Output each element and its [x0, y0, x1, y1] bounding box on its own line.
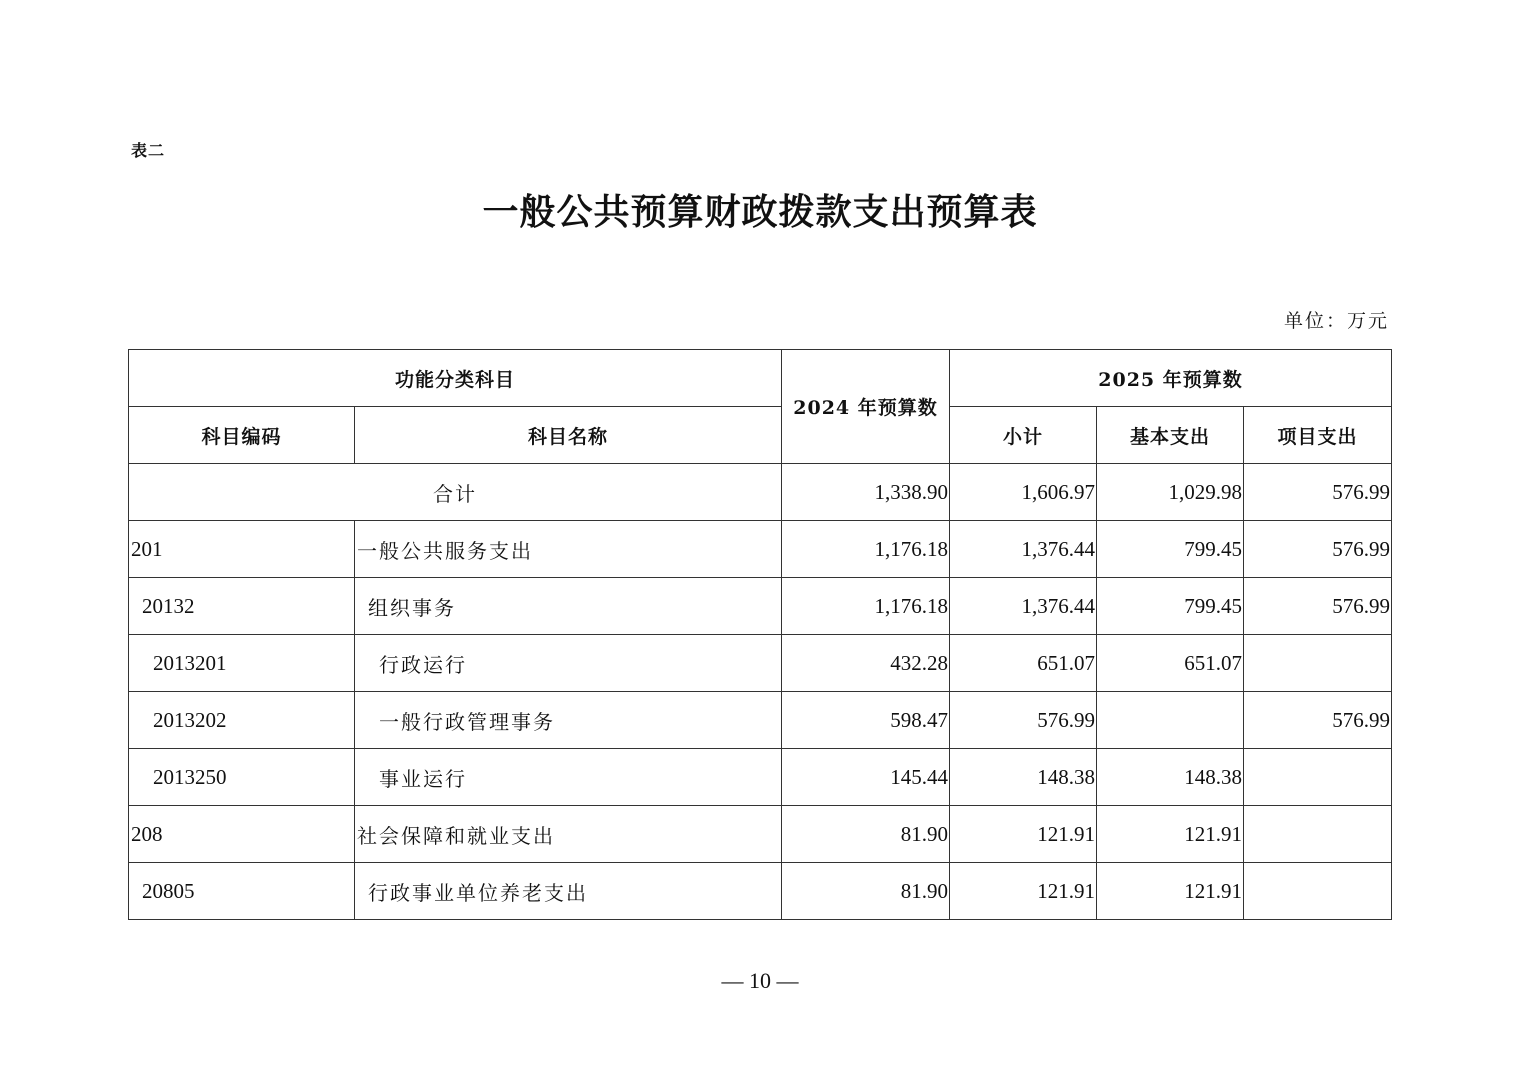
row-basic: 651.07 [1097, 635, 1244, 692]
row-code: 201 [129, 521, 355, 578]
row-name: 社会保障和就业支出 [355, 806, 782, 863]
row-basic: 148.38 [1097, 749, 1244, 806]
table-row [129, 692, 1392, 749]
row-project: 576.99 [1244, 578, 1392, 635]
row-2024: 81.90 [782, 806, 950, 863]
row-code: 2013202 [129, 692, 355, 749]
row-name: 一般公共服务支出 [355, 521, 782, 578]
project-header: 项目支出 [1244, 407, 1392, 464]
total-2024: 1,338.90 [782, 464, 950, 521]
row-code: 208 [129, 806, 355, 863]
function-category-header: 功能分类科目 [129, 350, 782, 407]
row-project [1244, 863, 1392, 920]
header-row-1 [129, 350, 1392, 407]
table-row [129, 635, 1392, 692]
basic-header: 基本支出 [1097, 407, 1244, 464]
total-basic: 1,029.98 [1097, 464, 1244, 521]
row-2024: 1,176.18 [782, 578, 950, 635]
row-2024: 1,176.18 [782, 521, 950, 578]
page-number: — 10 — [721, 968, 799, 993]
code-header: 科目编码 [129, 407, 355, 464]
row-project: 576.99 [1244, 521, 1392, 578]
row-subtotal: 576.99 [950, 692, 1097, 749]
row-basic: 799.45 [1097, 578, 1244, 635]
row-name: 组织事务 [355, 578, 782, 635]
row-project: 576.99 [1244, 692, 1392, 749]
row-code: 2013250 [129, 749, 355, 806]
row-project [1244, 806, 1392, 863]
total-row [129, 464, 1392, 521]
total-label: 合计 [129, 464, 782, 521]
table-row [129, 521, 1392, 578]
table-label: 表二 [131, 141, 166, 160]
table-row [129, 749, 1392, 806]
row-project [1244, 749, 1392, 806]
header-row-2 [129, 407, 1392, 464]
row-2024: 598.47 [782, 692, 950, 749]
row-2024: 81.90 [782, 863, 950, 920]
row-basic: 121.91 [1097, 863, 1244, 920]
row-subtotal: 121.91 [950, 806, 1097, 863]
row-subtotal: 148.38 [950, 749, 1097, 806]
budget-2024-header: 2024 年预算数 [782, 350, 950, 464]
budget-2025-header: 2025 年预算数 [950, 350, 1392, 407]
row-basic: 121.91 [1097, 806, 1244, 863]
row-code: 20132 [129, 578, 355, 635]
row-name: 事业运行 [355, 749, 782, 806]
row-2024: 145.44 [782, 749, 950, 806]
row-subtotal: 651.07 [950, 635, 1097, 692]
table-row [129, 806, 1392, 863]
row-name: 一般行政管理事务 [355, 692, 782, 749]
row-basic [1097, 692, 1244, 749]
document-title: 一般公共预算财政拨款支出预算表 [482, 191, 1038, 233]
row-2024: 432.28 [782, 635, 950, 692]
unit-label: 单位：万元 [1283, 310, 1389, 332]
total-subtotal: 1,606.97 [950, 464, 1097, 521]
row-name: 行政运行 [355, 635, 782, 692]
row-code: 2013201 [129, 635, 355, 692]
row-code: 20805 [129, 863, 355, 920]
table-row [129, 863, 1392, 920]
row-name: 行政事业单位养老支出 [355, 863, 782, 920]
row-subtotal: 121.91 [950, 863, 1097, 920]
row-project [1244, 635, 1392, 692]
row-subtotal: 1,376.44 [950, 578, 1097, 635]
name-header: 科目名称 [355, 407, 782, 464]
total-project: 576.99 [1244, 464, 1392, 521]
table-row [129, 578, 1392, 635]
row-basic: 799.45 [1097, 521, 1244, 578]
subtotal-header: 小计 [950, 407, 1097, 464]
row-subtotal: 1,376.44 [950, 521, 1097, 578]
budget-table [128, 349, 1392, 920]
